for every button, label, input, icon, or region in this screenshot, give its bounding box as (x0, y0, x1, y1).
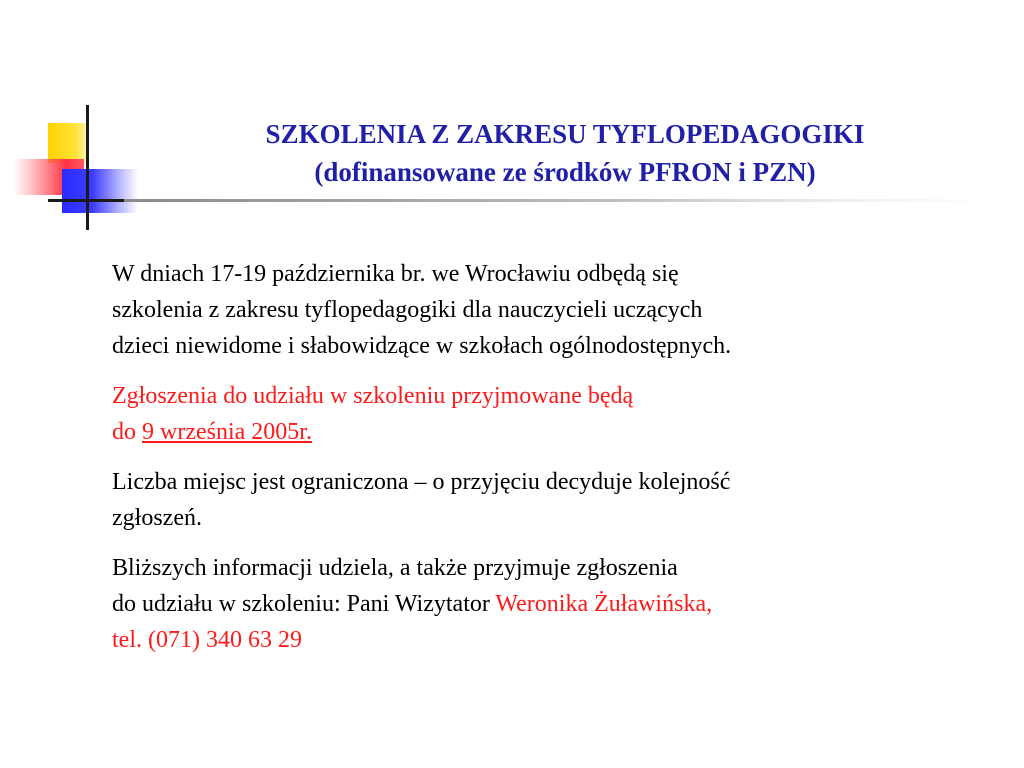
title-line-1: SZKOLENIA Z ZAKRESU TYFLOPEDAGOGIKI (265, 119, 865, 149)
title-divider (124, 199, 990, 202)
slide-title (150, 115, 980, 191)
logo-blue-block (62, 169, 138, 213)
paragraph-limited-places (112, 464, 972, 536)
paragraph-line: dzieci niewidome i słabowidzące w szkołach ogólnodostępnych. (112, 333, 732, 359)
paragraph-registration (112, 378, 972, 450)
decorative-logo (10, 105, 140, 230)
paragraph-line (112, 414, 972, 450)
paragraph-line (112, 586, 972, 622)
paragraph-line: Bliższych informacji udziela, a także przyjmuje zgłoszenia (112, 555, 678, 581)
slide-body (112, 256, 972, 672)
deadline-date: 9 września 2005r. (142, 419, 312, 445)
logo-yellow-square (48, 123, 88, 163)
paragraph-contact (112, 550, 972, 658)
contact-name: Weronika Żuławińska, (495, 591, 713, 617)
logo-vertical-line (86, 105, 89, 230)
paragraph-line: szkolenia z zakresu tyflopedagogiki dla nauczycieli uczących (112, 297, 703, 323)
paragraph-dates (112, 256, 972, 364)
title-line-2: (dofinansowane ze środków PFRON i PZN) (314, 157, 816, 187)
contact-prefix: do udziału w szkoleniu: Pani Wizytator (112, 591, 496, 617)
paragraph-line: zgłoszeń. (112, 505, 202, 531)
deadline-prefix: do (112, 419, 142, 445)
contact-phone: tel. (071) 340 63 29 (112, 627, 302, 653)
paragraph-line: W dniach 17-19 października br. we Wrocławiu odbędą się (112, 261, 679, 287)
paragraph-line: Liczba miejsc jest ograniczona – o przyjęciu decyduje kolejność (112, 469, 731, 495)
paragraph-line: Zgłoszenia do udziału w szkoleniu przyjmowane będą (112, 383, 634, 409)
